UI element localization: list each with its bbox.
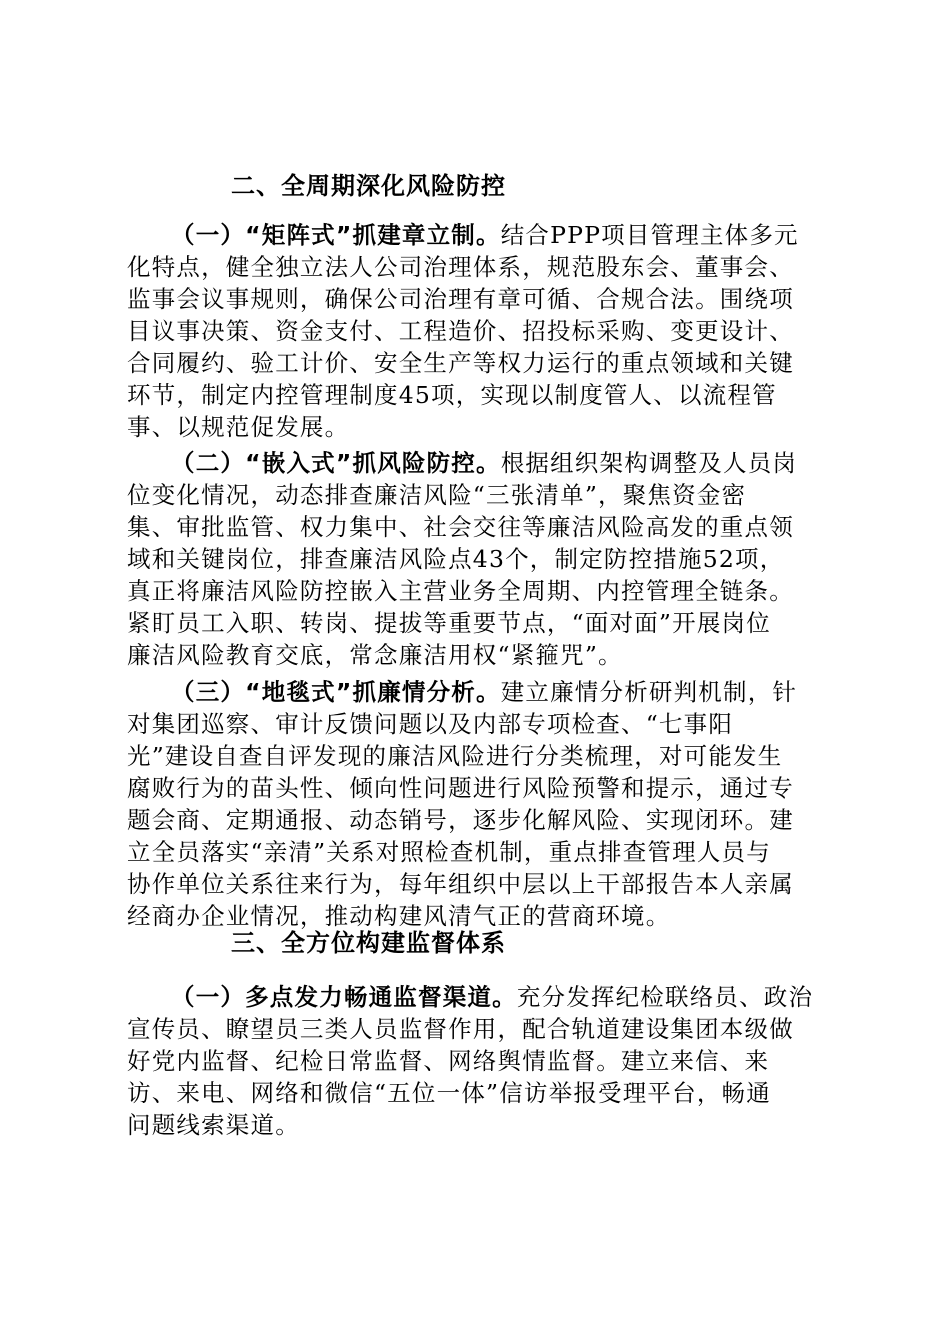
paragraph-line: 光”建设自查自评发现的廉洁风险进行分类梳理，对可能发生: [127, 742, 783, 770]
paragraph-line: 题会商、定期通报、动态销号，逐步化解风险、实现闭环。建: [127, 806, 794, 834]
paragraph-3-1: [127, 981, 847, 1141]
paragraph-line: 腐败行为的苗头性、倾向性问题进行风险预警和提示，通过专: [127, 774, 794, 802]
paragraph-2-2: [127, 447, 847, 671]
paragraph-line: 环节，制定内控管理制度45项，实现以制度管人、以流程管: [127, 381, 777, 409]
paragraph-line: 立全员落实“亲清”关系对照检查机制，重点排查管理人员与: [127, 838, 771, 866]
paragraph-line: 宣传员、瞭望员三类人员监督作用，配合轨道建设集团本级做: [127, 1015, 794, 1043]
paragraph-first-line: [127, 676, 847, 708]
section-3-heading: 三、全方位构建监督体系: [231, 929, 506, 957]
paragraph-line: 对集团巡察、审计反馈问题以及内部专项检查、“七事阳: [127, 710, 734, 738]
paragraph-line: 真正将廉洁风险防控嵌入主营业务全周期、内控管理全链条。: [127, 577, 794, 605]
paragraph-line: 位变化情况，动态排查廉洁风险“三张清单”，聚焦资金密: [127, 481, 747, 509]
paragraph-line: 问题线索渠道。: [127, 1111, 300, 1139]
paragraph-text: 根据组织架构调整及人员岗: [500, 449, 798, 477]
paragraph-line: 好党内监督、纪检日常监督、网络舆情监督。建立来信、来: [127, 1047, 770, 1075]
paragraph-line: 协作单位关系往来行为，每年组织中层以上干部报告本人亲属: [127, 870, 794, 898]
paragraph-first-line: [127, 981, 847, 1013]
paragraph-first-line: [127, 447, 847, 479]
paragraph-line: 监事会议事规则，确保公司治理有章可循、合规合法。围绕项: [127, 285, 794, 313]
paragraph-first-line: [127, 219, 847, 251]
paragraph-text: 结合PPP项目管理主体多元: [500, 221, 799, 249]
paragraph-text: 充分发挥纪检联络员、政治: [516, 983, 814, 1011]
paragraph-2-1: [127, 219, 847, 443]
paragraph-line: 化特点，健全独立法人公司治理体系，规范股东会、董事会、: [127, 253, 794, 281]
paragraph-line: 访、来电、网络和微信“五位一体”信访举报受理平台，畅通: [127, 1079, 771, 1107]
paragraph-line: 事、以规范促发展。: [127, 413, 350, 441]
paragraph-line: 目议事决策、资金支付、工程造价、招投标采购、变更设计、: [127, 317, 794, 345]
section-2-heading: 二、全周期深化风险防控: [231, 172, 506, 200]
paragraph-line: 合同履约、验工计价、安全生产等权力运行的重点领域和关键: [127, 349, 794, 377]
paragraph-lead: （三）“地毯式”抓廉情分析。: [171, 678, 501, 706]
paragraph-text: 建立廉情分析研判机制，针: [500, 678, 798, 706]
paragraph-lead: （一）“矩阵式”抓建章立制。: [171, 221, 501, 249]
paragraph-line: 域和关键岗位，排查廉洁风险点43个，制定防控措施52项，: [127, 545, 785, 573]
paragraph-lead: （一）多点发力畅通监督渠道。: [171, 983, 517, 1011]
paragraph-2-3: [127, 676, 847, 932]
paragraph-lead: （二）“嵌入式”抓风险防控。: [171, 449, 501, 477]
paragraph-line: 集、审批监管、权力集中、社会交往等廉洁风险高发的重点领: [127, 513, 794, 541]
paragraph-line: 经商办企业情况，推动构建风清气正的营商环境。: [127, 902, 671, 930]
paragraph-line: 廉洁风险教育交底，常念廉洁用权“紧箍咒”。: [127, 641, 623, 669]
paragraph-line: 紧盯员工入职、转岗、提拔等重要节点，“面对面”开展岗位: [127, 609, 771, 637]
